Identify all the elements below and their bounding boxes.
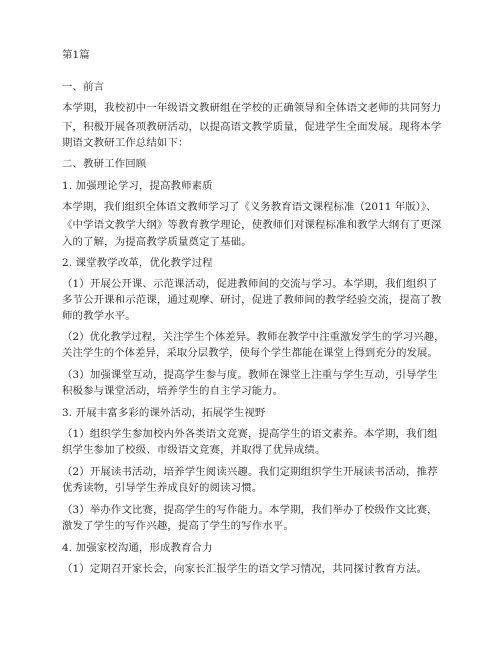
item2-p2-line-1: （2）优化教学过程，关注学生个体差异。教师在教学中注重激发学生的学习兴趣， (62, 331, 445, 343)
item1-line-2: 《中学语文教学大纲》等教育教学理论，使教师们对课程标准和教学大纲有了更深 (62, 219, 442, 231)
intro-line-2: 下，积极开展各项教研活动，以提高语文教学质量，促进学生全面发展。现将本学 (62, 121, 442, 133)
item3-p2-line-1: （2）开展读书活动，培养学生阅读兴趣。我们定期组织学生开展读书活动，推荐 (62, 466, 438, 478)
item3-p1-line-2: 织学生参加了校级、市级语文竞赛，并取得了优异成绩。 (62, 444, 326, 456)
item3-p3-line-2: 激发了学生的写作兴趣，提高了学生的写作水平。 (62, 520, 294, 532)
intro-line-1: 本学期，我校初中一年级语文教研组在学校的正确领导和全体语文老师的共同努力 (62, 102, 442, 114)
item2-heading: 2. 课堂教学改革，优化教学过程 (62, 257, 213, 269)
item3-heading: 3. 开展丰富多彩的课外活动，拓展学生视野 (62, 407, 266, 419)
item4-heading: 4. 加强家校沟通，形成教育合力 (62, 542, 213, 554)
item1-line-1: 本学期，我们组织全体语文教师学习了《义务教育语文课程标准（2011 年版）》、 (62, 201, 437, 213)
section-heading-review: 二、教研工作回顾 (62, 158, 147, 170)
item2-p2-line-2: 关注学生的个体差异，采取分层教学，使每个学生都能在课堂上得到充分的发展。 (62, 347, 438, 359)
item4-p1-line-1: （1）定期召开家长会，向家长汇报学生的语文学习情况，共同探讨教育方法。 (62, 563, 428, 575)
item2-p3-line-1: （3）加强课堂互动，提高学生参与度。教师在课堂上注重与学生互动，引导学生 (62, 369, 438, 381)
part-label: 第1篇 (62, 49, 90, 61)
item2-p1-line-3: 师的教学水平。 (62, 310, 136, 322)
item2-p1-line-2: 多节公开课和示范课，通过观摩、研讨，促进了教师间的教学经验交流，提高了教 (62, 294, 442, 306)
item3-p2-line-2: 优秀读物，引导学生养成良好的阅读习惯。 (62, 482, 263, 494)
item3-p3-line-1: （3）举办作文比赛，提高学生的写作能力。本学期，我们举办了校级作文比赛， (62, 504, 438, 516)
item1-heading: 1. 加强理论学习，提高教师素质 (62, 180, 213, 192)
intro-line-3: 期语文教研工作总结如下： (62, 137, 189, 149)
item3-p1-line-1: （1）组织学生参加校内外各类语文竞赛，提高学生的语文素养。本学期，我们组 (62, 428, 438, 440)
item1-line-3: 入的了解，为提高教学质量奠定了基础。 (62, 236, 252, 248)
section-heading-intro: 一、前言 (62, 81, 105, 93)
item2-p3-line-2: 积极参与课堂活动，培养学生的自主学习能力。 (62, 385, 284, 397)
item2-p1-line-1: （1）开展公开课、示范课活动，促进教师间的交流与学习。本学期，我们组织了 (62, 278, 438, 290)
